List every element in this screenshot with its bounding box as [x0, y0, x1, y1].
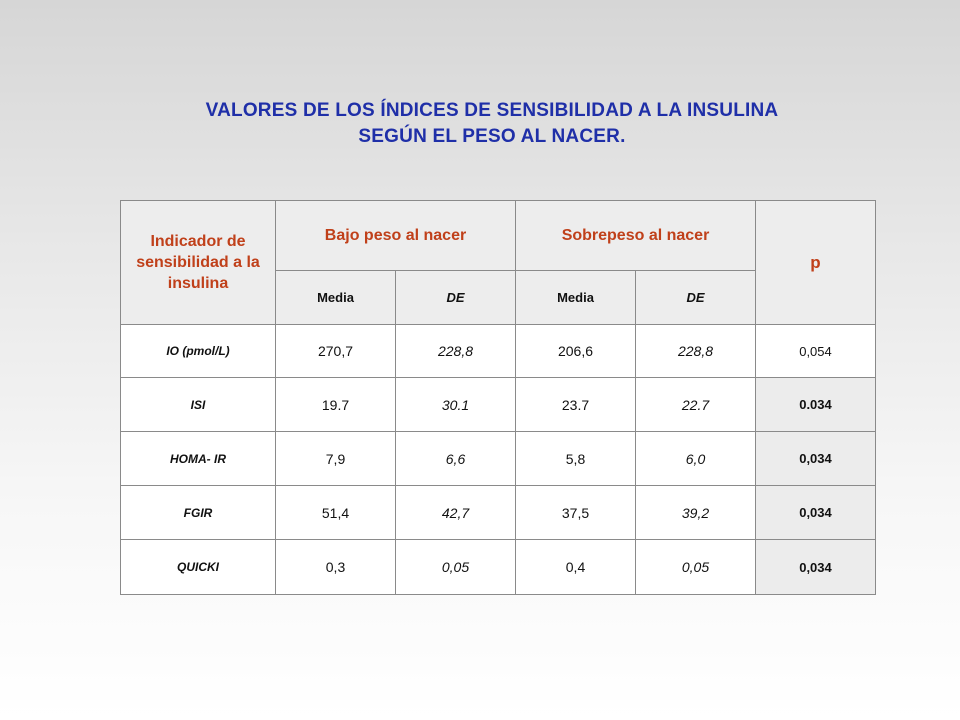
row-label: FGIR: [121, 486, 276, 540]
table-row: [121, 540, 876, 595]
table-row: [121, 486, 876, 540]
row-label: HOMA- IR: [121, 432, 276, 486]
cell-sd-1: 6,6: [396, 432, 516, 486]
cell-p-value: 0,034: [756, 540, 876, 595]
cell-sd-1: 0,05: [396, 540, 516, 595]
cell-p-value: 0.034: [756, 378, 876, 432]
table-row: [121, 325, 876, 378]
cell-sd-2: 22.7: [636, 378, 756, 432]
row-label: IO (pmol/L): [121, 325, 276, 378]
cell-mean-2: 37,5: [516, 486, 636, 540]
cell-p-value: 0,034: [756, 432, 876, 486]
subheader-mean-2: Media: [516, 271, 636, 325]
insulin-sensitivity-table: [120, 200, 876, 595]
cell-mean-2: 5,8: [516, 432, 636, 486]
cell-sd-1: 30.1: [396, 378, 516, 432]
cell-p-value: 0,054: [756, 325, 876, 378]
header-low-birth-weight: Bajo peso al nacer: [276, 201, 516, 271]
subheader-mean-1: Media: [276, 271, 396, 325]
cell-sd-1: 228,8: [396, 325, 516, 378]
table-row: [121, 432, 876, 486]
cell-sd-1: 42,7: [396, 486, 516, 540]
cell-p-value: 0,034: [756, 486, 876, 540]
cell-mean-2: 23.7: [516, 378, 636, 432]
cell-mean-1: 270,7: [276, 325, 396, 378]
header-p-value: p: [756, 201, 876, 325]
header-row: [121, 201, 876, 271]
cell-sd-2: 228,8: [636, 325, 756, 378]
cell-mean-2: 0,4: [516, 540, 636, 595]
cell-sd-2: 39,2: [636, 486, 756, 540]
cell-sd-2: 0,05: [636, 540, 756, 595]
slide-title: [0, 98, 960, 150]
cell-mean-2: 206,6: [516, 325, 636, 378]
title-line-1: VALORES DE LOS ÍNDICES DE SENSIBILIDAD A LA INSULINA: [205, 100, 779, 121]
table-row: [121, 378, 876, 432]
cell-mean-1: 19.7: [276, 378, 396, 432]
cell-mean-1: 51,4: [276, 486, 396, 540]
row-label: QUICKI: [121, 540, 276, 595]
cell-mean-1: 7,9: [276, 432, 396, 486]
title-line-2: SEGÚN EL PESO AL NACER.: [358, 126, 626, 147]
subheader-sd-2: DE: [636, 271, 756, 325]
cell-mean-1: 0,3: [276, 540, 396, 595]
header-overweight-birth: Sobrepeso al nacer: [516, 201, 756, 271]
row-label: ISI: [121, 378, 276, 432]
cell-sd-2: 6,0: [636, 432, 756, 486]
header-indicator: Indicador de sensibilidad a la insulina: [121, 201, 276, 325]
subheader-sd-1: DE: [396, 271, 516, 325]
